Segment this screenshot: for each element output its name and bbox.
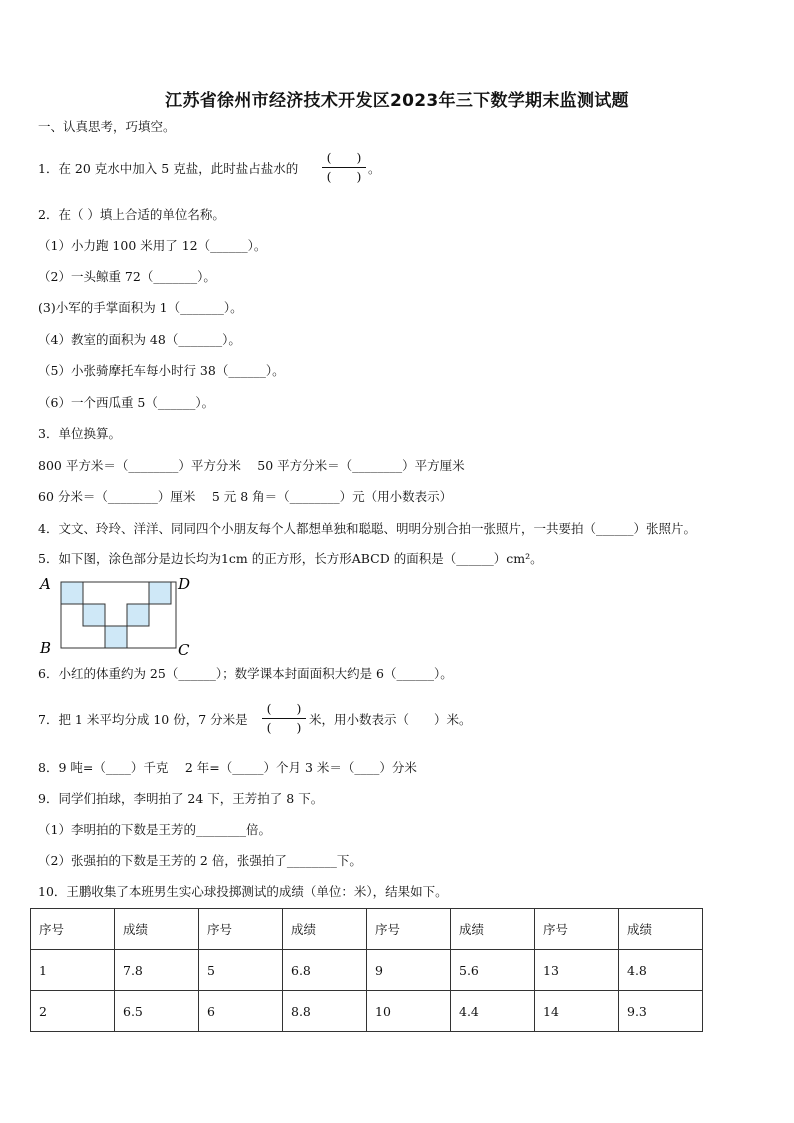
shaded-square (127, 604, 149, 626)
fraction-denominator: ( ) (266, 720, 302, 735)
question-1-text: 1．在 20 克水中加入 5 克盐，此时盐占盐水的 (38, 161, 299, 176)
shaded-square (83, 604, 105, 626)
table-cell: 10 (367, 991, 451, 1032)
table-cell: 6.8 (283, 950, 367, 991)
question-2-item: （2）一头鲸重 72（_______）。 (38, 269, 216, 284)
table-cell: 8.8 (283, 991, 367, 1032)
question-7-pre: 7．把 1 米平均分成 10 份，7 分米是 (38, 712, 248, 727)
question-9-stem: 9．同学们拍球，李明拍了 24 下，王芳拍了 8 下。 (38, 791, 324, 806)
table-cell: 序号 (31, 909, 115, 950)
question-2-stem: 2．在（ ）填上合适的单位名称。 (38, 207, 225, 222)
fraction-numerator: ( ) (266, 701, 302, 716)
table-cell: 14 (535, 991, 619, 1032)
label-a: A (40, 575, 51, 593)
table-cell: 成绩 (451, 909, 535, 950)
table-cell: 9.3 (619, 991, 703, 1032)
table-cell: 6 (199, 991, 283, 1032)
table-cell: 9 (367, 950, 451, 991)
table-cell: 序号 (535, 909, 619, 950)
question-2-item: （4）教室的面积为 48（_______）。 (38, 332, 241, 347)
question-9-item: （2）张强拍的下数是王芳的 2 倍，张强拍了________下。 (38, 853, 362, 868)
table-cell: 13 (535, 950, 619, 991)
question-7-post: 米，用小数表示（ ）米。 (309, 712, 472, 727)
question-3-stem: 3．单位换算。 (38, 426, 121, 441)
shaded-square (105, 626, 127, 648)
table-row (31, 950, 703, 991)
question-3-row: 60 分米＝（________）厘米 5 元 8 角＝（________）元（用小数表示） (38, 489, 453, 504)
table-cell: 4.4 (451, 991, 535, 1032)
label-d: D (178, 575, 191, 593)
score-table (30, 908, 703, 1032)
fraction-bar (262, 718, 306, 719)
question-3-row: 800 平方米＝（________）平方分米 50 平方分米＝（________）平方厘米 (38, 458, 465, 473)
question-7-fraction (262, 701, 306, 736)
table-cell: 4.8 (619, 950, 703, 991)
table-cell: 2 (31, 991, 115, 1032)
page-title: 江苏省徐州市经济技术开发区2023年三下数学期末监测试题 (165, 91, 629, 111)
table-cell: 6.5 (115, 991, 199, 1032)
table-cell: 7.8 (115, 950, 199, 991)
question-9-item: （1）李明拍的下数是王芳的________倍。 (38, 822, 271, 837)
question-2-item: （1）小力跑 100 米用了 12（______）。 (38, 238, 267, 253)
table-cell: 5.6 (451, 950, 535, 991)
question-10-stem: 10．王鹏收集了本班男生实心球投掷测试的成绩（单位：米），结果如下。 (38, 884, 448, 899)
shaded-square (61, 582, 83, 604)
table-row (31, 991, 703, 1032)
question-5-text: 5．如下图，涂色部分是边长均为1cm 的正方形，长方形ABCD 的面积是（______）cm²。 (38, 551, 543, 566)
question-4: 4．文文、玲玲、洋洋、同同四个小朋友每个人都想单独和聪聪、明明分别合拍一张照片，一共要拍（______）张照片。 (38, 521, 696, 536)
question-2-item: (3)小军的手掌面积为 1（_______）。 (38, 300, 243, 315)
shaded-square (149, 582, 171, 604)
question-8: 8．9 吨=（____）千克 2 年=（_____）个月 3 米＝（____）分米 (38, 760, 417, 775)
fraction-denominator: ( ) (326, 169, 362, 184)
table-cell: 5 (199, 950, 283, 991)
question-1-fraction (322, 150, 366, 185)
section-heading: 一、认真思考，巧填空。 (38, 119, 176, 134)
question-1 (38, 160, 298, 178)
question-1-end: 。 (368, 161, 381, 176)
label-b: B (40, 639, 52, 657)
rectangle-abcd-figure (38, 572, 198, 658)
question-2-item: （5）小张骑摩托车每小时行 38（______）。 (38, 363, 285, 378)
fraction-bar (322, 167, 366, 168)
question-2-item: （6）一个西瓜重 5（______）。 (38, 395, 215, 410)
table-cell: 序号 (199, 909, 283, 950)
table-cell: 成绩 (283, 909, 367, 950)
fraction-numerator: ( ) (326, 150, 362, 165)
table-cell: 序号 (367, 909, 451, 950)
question-6: 6．小红的体重约为 25（______）；数学课本封面面积大约是 6（______）。 (38, 666, 453, 681)
label-c: C (178, 641, 190, 658)
table-cell: 成绩 (115, 909, 199, 950)
table-header-row (31, 909, 703, 950)
table-cell: 成绩 (619, 909, 703, 950)
table-cell: 1 (31, 950, 115, 991)
